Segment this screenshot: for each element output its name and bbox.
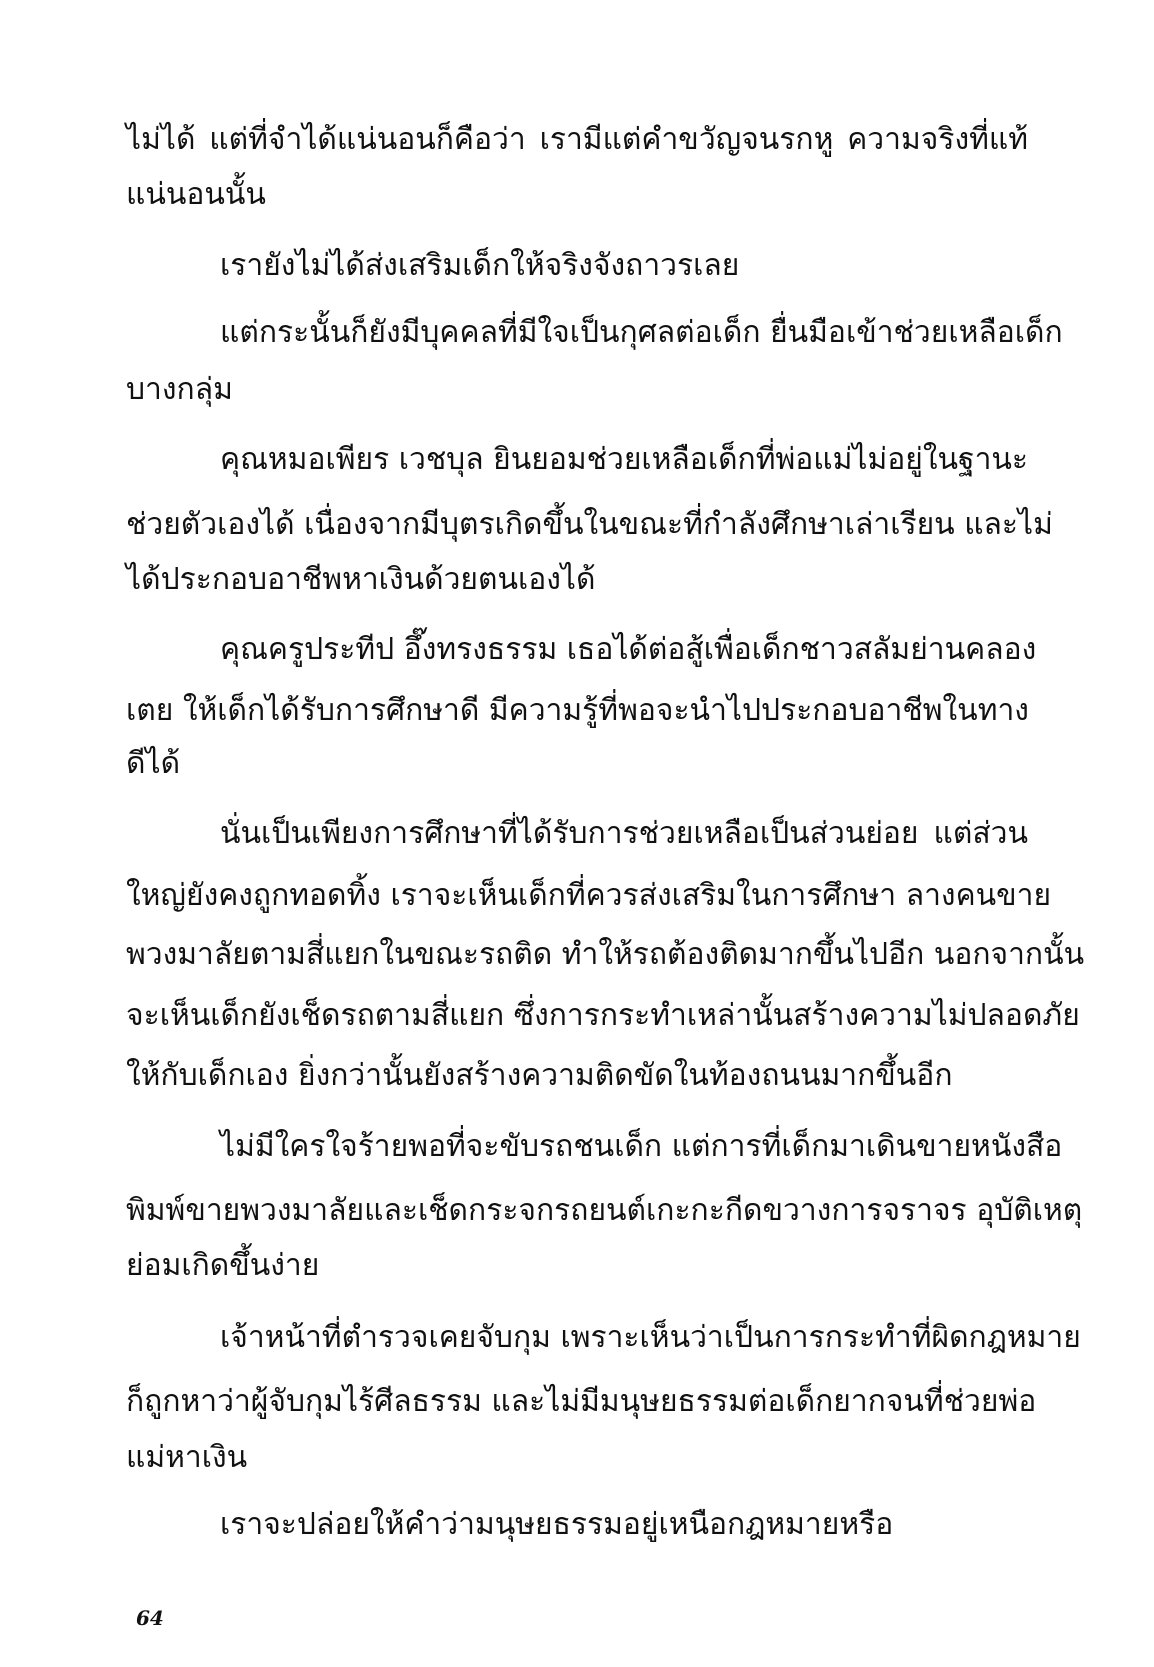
text-line: เจ้าหน้าที่ตำรวจเคยจับกุม เพราะเห็นว่าเป็นการกระทำที่ผิดกฎหมาย xyxy=(220,1320,1081,1355)
text-line: แม่หาเงิน xyxy=(126,1440,248,1475)
text-line: ก็ถูกหาว่าผู้จับกุมไร้ศีลธรรม และไม่มีมนุษยธรรมต่อเด็กยากจนที่ช่วยพ่อ xyxy=(126,1384,1037,1419)
text-line: ดีได้ xyxy=(126,746,181,781)
page-number: 64 xyxy=(136,1606,164,1630)
text-line: ได้ประกอบอาชีพหาเงินด้วยตนเองได้ xyxy=(126,562,596,597)
text-line: เรายังไม่ได้ส่งเสริมเด็กให้จริงจังถาวรเลย xyxy=(220,248,740,283)
text-line: แน่นอนนั้น xyxy=(126,177,266,212)
text-line: คุณหมอเพียร เวชบุล ยินยอมช่วยเหลือเด็กที่พ่อแม่ไม่อยู่ในฐานะ xyxy=(220,442,1029,477)
text-line: ให้กับเด็กเอง ยิ่งกว่านั้นยังสร้างความติดขัดในท้องถนนมากขึ้นอีก xyxy=(126,1058,953,1093)
text-line: ไม่ได้ แต่ที่จำได้แน่นอนก็คือว่า เรามีแต่คำขวัญจนรกหู ความจริงที่แท้ xyxy=(126,122,1028,157)
text-line: คุณครูประทีป อึ๊งทรงธรรม เธอได้ต่อสู้เพื่อเด็กชาวสลัมย่านคลอง xyxy=(220,632,1037,667)
text-line: นั่นเป็นเพียงการศึกษาที่ได้รับการช่วยเหลือเป็นส่วนย่อย แต่ส่วน xyxy=(220,816,1028,851)
text-line: ใหญ่ยังคงถูกทอดทิ้ง เราจะเห็นเด็กที่ควรส่งเสริมในการศึกษา ลางคนขาย xyxy=(126,878,1052,913)
text-line: พวงมาลัยตามสี่แยกในขณะรถติด ทำให้รถต้องติดมากขึ้นไปอีก นอกจากนั้น xyxy=(126,937,1085,972)
text-line: บางกลุ่ม xyxy=(126,372,233,407)
text-line: ช่วยตัวเองได้ เนื่องจากมีบุตรเกิดขึ้นในขณะที่กำลังศึกษาเล่าเรียน และไม่ xyxy=(126,507,1053,542)
text-line: จะเห็นเด็กยังเช็ดรถตามสี่แยก ซึ่งการกระทำเหล่านั้นสร้างความไม่ปลอดภัย xyxy=(126,998,1080,1033)
text-line: ย่อมเกิดขึ้นง่าย xyxy=(126,1248,320,1283)
text-line: เตย ให้เด็กได้รับการศึกษาดี มีความรู้ที่พอจะนำไปประกอบอาชีพในทาง xyxy=(126,693,1029,728)
text-line: เราจะปล่อยให้คำว่ามนุษยธรรมอยู่เหนือกฎหมายหรือ xyxy=(220,1507,894,1542)
text-line: แต่กระนั้นก็ยังมีบุคคลที่มีใจเป็นกุศลต่อเด็ก ยื่นมือเข้าช่วยเหลือเด็ก xyxy=(220,315,1063,350)
text-line: พิมพ์ขายพวงมาลัยและเช็ดกระจกรถยนต์เกะกะกีดขวางการจราจร อุบัติเหตุ xyxy=(126,1193,1083,1228)
text-line: ไม่มีใครใจร้ายพอที่จะขับรถชนเด็ก แต่การที่เด็กมาเดินขายหนังสือ xyxy=(220,1129,1063,1164)
